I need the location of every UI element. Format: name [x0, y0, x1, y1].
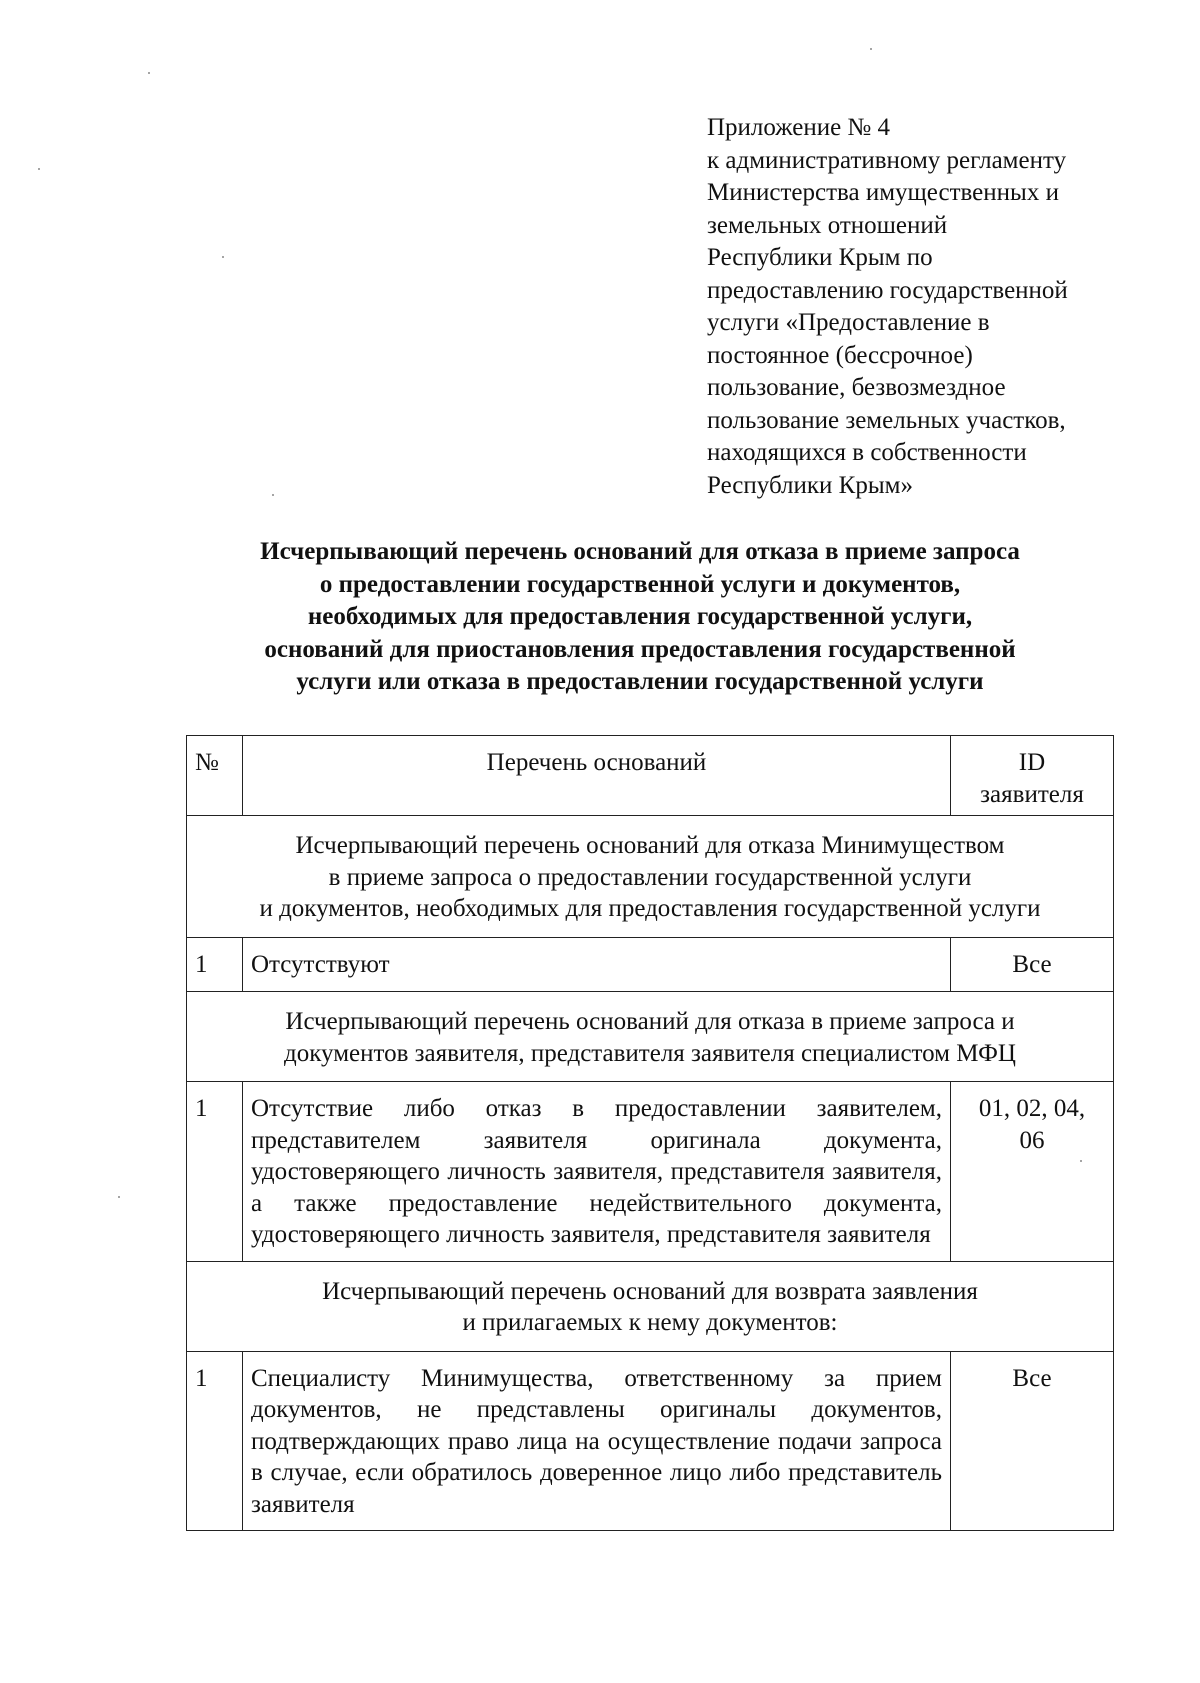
scan-speck [38, 168, 40, 170]
section-heading-mfc [187, 992, 1114, 1082]
section-line: документов заявителя, представителя заявителя специалистом МФЦ [284, 1039, 1016, 1067]
scan-speck [870, 48, 872, 50]
section-row [187, 816, 1114, 938]
appendix-line: к административному регламенту [707, 146, 1067, 174]
scan-speck [222, 256, 224, 258]
section-line: и документов, необходимых для предоставления государственной услуги [259, 895, 1041, 922]
appendix-line: Приложение № 4 [707, 114, 891, 141]
table-row [187, 937, 1114, 992]
row-applicant-id: Все [951, 1351, 1114, 1531]
table-row [187, 1351, 1114, 1531]
header-applicant-id [951, 736, 1114, 816]
title-line: о предоставлении государственной услуги и документов, [319, 570, 961, 598]
header-id-line: заявителя [980, 780, 1084, 808]
id-line: 01, 02, 04, [978, 1095, 1086, 1122]
section-line: в приеме запроса о предоставлении государственной услуги [328, 863, 972, 891]
scan-speck [272, 494, 274, 496]
appendix-line: пользование, безвозмездное [707, 374, 1006, 401]
scan-speck [118, 1196, 120, 1198]
id-line: 06 [1019, 1126, 1045, 1154]
section-line: и прилагаемых к нему документов: [462, 1309, 838, 1336]
scan-speck [1080, 1160, 1082, 1162]
appendix-line: пользование земельных участков, [707, 406, 1066, 434]
row-num: 1 [187, 1082, 243, 1262]
document-title [170, 536, 1110, 699]
row-num: 1 [187, 1351, 243, 1531]
title-line: услуги или отказа в предоставлении государственной услуги [296, 668, 984, 695]
grounds-table [186, 735, 1114, 1531]
section-line: Исчерпывающий перечень оснований для отказа Минимуществом [295, 832, 1005, 859]
row-applicant-id [951, 1082, 1114, 1262]
section-heading-return [187, 1261, 1114, 1351]
appendix-line: земельных отношений [707, 211, 948, 239]
section-line: Исчерпывающий перечень оснований для отказа в приеме запроса и [285, 1008, 1015, 1035]
section-row [187, 1261, 1114, 1351]
row-grounds: Отсутствуют [243, 937, 951, 992]
appendix-line: Министерства имущественных и [707, 179, 1059, 206]
row-grounds: Специалисту Минимущества, ответственному за прием документов, не представлены оригиналы документов, подтверждающих право лица на осуществление подачи запроса в случае, если обратилось доверенное лицо либо представитель заявителя [243, 1351, 951, 1531]
appendix-line: постоянное (бессрочное) [707, 341, 973, 369]
section-row [187, 992, 1114, 1082]
appendix-note [707, 112, 1147, 502]
header-id-line: ID [1018, 749, 1046, 776]
appendix-line: находящихся в собственности [707, 439, 1027, 466]
section-line: Исчерпывающий перечень оснований для возврата заявления [322, 1277, 978, 1305]
title-line: оснований для приостановления предоставления государственной [264, 635, 1016, 663]
header-num: № [187, 736, 243, 816]
table-row [187, 1082, 1114, 1262]
table-header-row [187, 736, 1114, 816]
appendix-line: предоставлению государственной [707, 276, 1068, 304]
row-applicant-id: Все [951, 937, 1114, 992]
row-grounds: Отсутствие либо отказ в предоставлении заявителем, представителем заявителя оригинала документа, удостоверяющего личность заявителя, представителя заявителя, а также предоставление недействительного документа, удостоверяющего личность заявителя, представителя заявителя [243, 1082, 951, 1262]
scan-speck [148, 72, 150, 74]
appendix-line: Республики Крым по [707, 244, 933, 271]
header-grounds: Перечень оснований [243, 736, 951, 816]
appendix-line: Республики Крым» [707, 471, 913, 499]
row-num: 1 [187, 937, 243, 992]
title-line: Исчерпывающий перечень оснований для отказа в приеме запроса [260, 538, 1020, 565]
section-heading-ministry [187, 816, 1114, 938]
title-line: необходимых для предоставления государственной услуги, [307, 603, 973, 630]
appendix-line: услуги «Предоставление в [707, 309, 990, 336]
